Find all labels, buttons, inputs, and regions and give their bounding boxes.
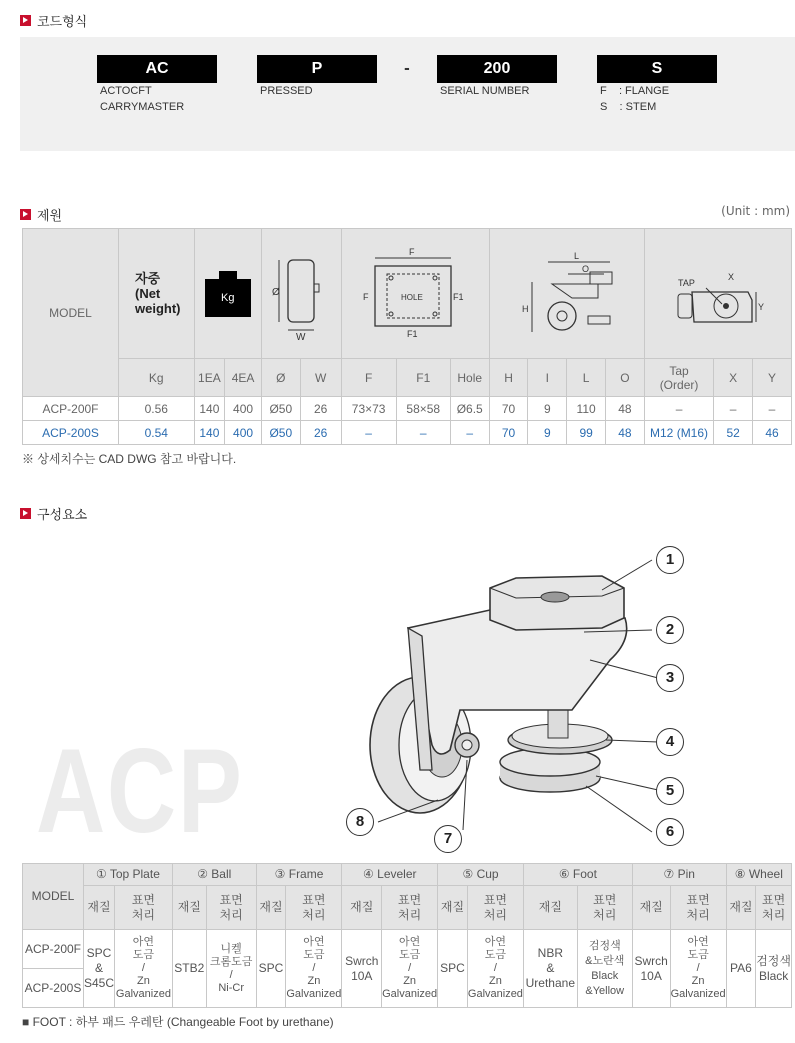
table-row: ACP-200S 0.54 140 400 Ø50 26 – – – 70 9 99 48 M12 (M16) 52 46 — [23, 421, 792, 445]
caster-side-icon — [492, 242, 642, 342]
section-title-parts: 구성요소 — [20, 504, 87, 523]
part-header-top-plate: ① Top Plate — [83, 864, 172, 886]
weight-icon: Kg — [205, 271, 251, 317]
callout-2: 2 — [656, 616, 684, 644]
svg-text:Ø: Ø — [272, 287, 281, 298]
table-row: ACP-200F 0.56 140 400 Ø50 26 73×73 58×58 Ø6.5 70 9 110 48 – – – — [23, 397, 792, 421]
section-bullet-icon — [20, 508, 31, 519]
svg-text:W: W — [296, 332, 306, 342]
model-cell: ACP-200F — [23, 930, 84, 969]
callout-1: 1 — [656, 546, 684, 574]
weight-icon-cell — [194, 229, 261, 359]
height-drawing — [489, 229, 644, 359]
code-dash: - — [404, 61, 410, 77]
caster-top-icon — [648, 242, 788, 342]
section-title-spec: 제원 — [20, 205, 62, 224]
svg-text:F: F — [409, 247, 415, 257]
tap-drawing — [644, 229, 791, 359]
svg-text:H: H — [521, 304, 529, 314]
code-label-p: PRESSED — [260, 85, 313, 97]
callout-4: 4 — [656, 728, 684, 756]
caster-diagram — [340, 540, 700, 860]
diameter-drawing — [261, 229, 341, 359]
comp-subheader-row: 재질 표면 처리 재질 표면 처리 재질 표면 처리 재질 표면 처리 재질 표면 처리 재질 표면 처리 재질 표면 처리 재질 표면 처리 — [23, 886, 792, 930]
unit-label: (Unit : mm) — [721, 204, 790, 218]
weight-header: 자중 (Net weight) — [118, 229, 194, 359]
svg-text:L: L — [573, 251, 579, 261]
svg-text:TAP: TAP — [677, 278, 695, 288]
section-bullet-icon — [20, 209, 31, 220]
spec-note: ※ 상세치수는 CAD DWG 참고 바랍니다. — [22, 452, 237, 466]
code-box-200: 200 — [437, 55, 557, 83]
part-header-frame: ③ Frame — [256, 864, 342, 886]
code-label-serial: SERIAL NUMBER — [440, 85, 530, 97]
spec-subheader-row: Kg 1EA 4EA Ø W F F1 Hole H I L O Tap (Order) X Y — [23, 359, 792, 397]
svg-text:F: F — [363, 292, 369, 302]
spec-table — [22, 228, 792, 445]
code-box-ac: AC — [97, 55, 217, 83]
part-header-ball: ② Ball — [172, 864, 256, 886]
svg-text:Y: Y — [757, 302, 764, 312]
code-label-s: F : FLANGE S : STEM — [600, 85, 670, 113]
spec-model-header: MODEL — [23, 229, 119, 397]
svg-text:F1: F1 — [453, 292, 464, 302]
svg-text:HOLE: HOLE — [401, 293, 423, 302]
flange-drawing — [341, 229, 489, 359]
callout-3: 3 — [656, 664, 684, 692]
callout-7: 7 — [434, 825, 462, 853]
callout-8: 8 — [346, 808, 374, 836]
code-label-ac: ACTOCFT CARRYMASTER — [100, 85, 185, 113]
part-header-foot: ⑥ Foot — [523, 864, 632, 886]
part-header-pin: ⑦ Pin — [632, 864, 726, 886]
section-title-code: 코드형식 — [20, 11, 87, 30]
foot-note: ■ FOOT : 하부 패드 우레탄 (Changeable Foot by urethane) — [22, 1015, 334, 1029]
components-table — [22, 863, 792, 1008]
section-bullet-icon — [20, 15, 31, 26]
acp-watermark: ACP — [36, 724, 244, 858]
svg-text:F1: F1 — [407, 329, 418, 339]
svg-text:O: O — [581, 264, 589, 274]
code-box-p: P — [257, 55, 377, 83]
code-format-panel — [20, 37, 795, 151]
callout-5: 5 — [656, 777, 684, 805]
part-header-wheel: ⑧ Wheel — [726, 864, 791, 886]
svg-text:X: X — [727, 272, 734, 282]
callout-6: 6 — [656, 818, 684, 846]
flange-plate-icon — [345, 242, 485, 342]
part-header-leveler: ④ Leveler — [342, 864, 438, 886]
comp-model-header: MODEL — [23, 864, 84, 930]
part-header-cup: ⑤ Cup — [438, 864, 524, 886]
code-box-s: S — [597, 55, 717, 83]
wheel-profile-icon — [264, 242, 338, 342]
table-row: ACP-200F SPC & S45C 아연 도금 / Zn Galvanized STB2 니켈 크롬도금 / Ni-Cr SPC 아연 도금 / Zn Galvanized Swrch 10A 아연 도금 / Zn Galvanized SPC 아연 도금 / Zn Galvanized NBR & Urethane 검정색 &노란색 Black &Yellow Swrch 10A 아연 도금 / Zn Galvanized PA6 검정색 Black — [23, 930, 792, 969]
model-cell: ACP-200S — [23, 969, 84, 1008]
